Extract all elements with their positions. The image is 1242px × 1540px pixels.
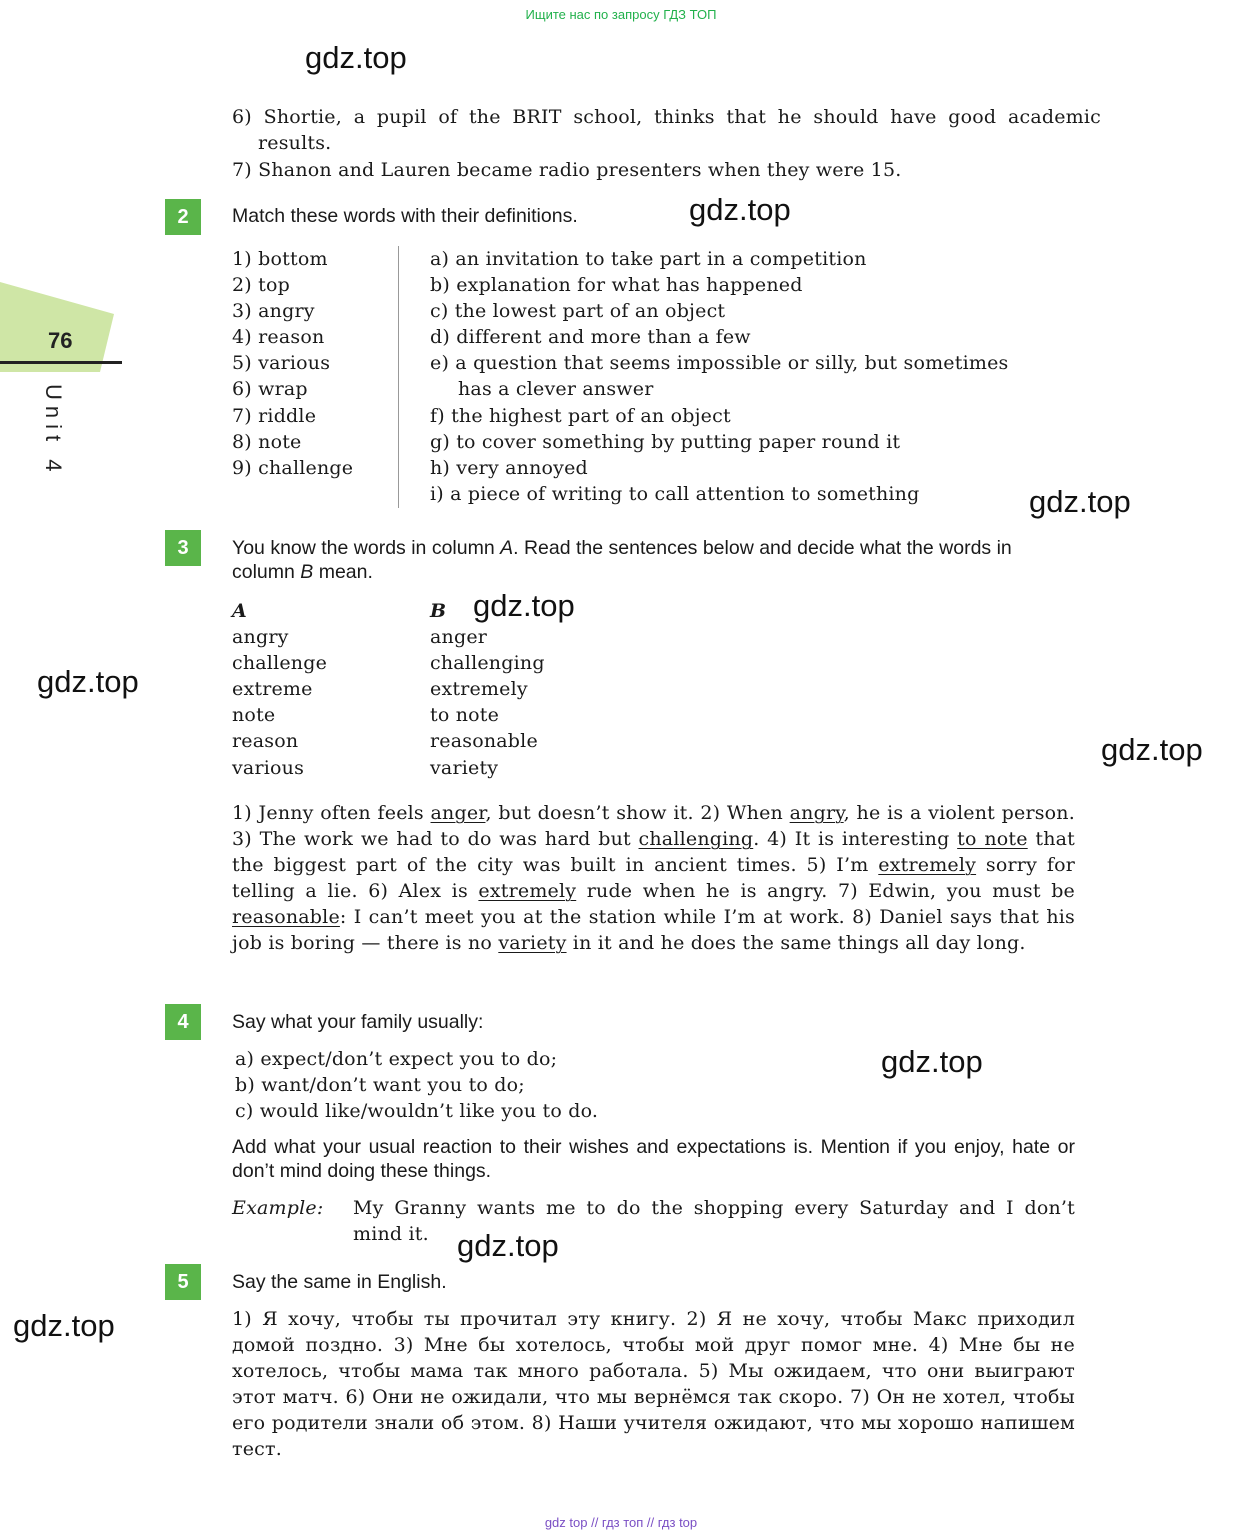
header-note: Ищите нас по запросу ГДЗ ТОП <box>525 7 717 22</box>
ex4-add-instruction: Add what your usual reaction to their wishes and expectations is. Mention if you enjoy, hate or don’t mind doing these things. <box>232 1136 1075 1182</box>
ex3-column-a <box>232 598 327 781</box>
list-item: reason <box>232 730 299 753</box>
list-item: c) would like/wouldn’t like you to do. <box>235 1100 599 1123</box>
watermark: gdz.top <box>305 40 407 75</box>
watermark: gdz.top <box>457 1228 559 1263</box>
list-item: 9) challenge <box>232 456 354 479</box>
list-item: challenge <box>232 652 328 675</box>
watermark: gdz.top <box>13 1308 115 1343</box>
column-divider <box>398 246 399 508</box>
list-item: 3) angry <box>232 300 315 323</box>
list-item: 1) bottom <box>232 248 328 270</box>
side-tab-shape <box>0 282 120 372</box>
list-item: note <box>232 704 276 727</box>
list-item: to note <box>430 704 500 727</box>
list-item: a) expect/don’t expect you to do; <box>235 1048 558 1070</box>
list-item: 6) wrap <box>232 378 308 401</box>
ex2-word-list <box>232 246 353 481</box>
list-item: b) want/don’t want you to do; <box>235 1074 525 1097</box>
list-item: has a clever answer <box>458 378 654 401</box>
list-item: extreme <box>232 678 313 701</box>
list-item: reasonable <box>430 730 538 753</box>
exercise-number: 2 <box>165 199 201 235</box>
list-item: 4) reason <box>232 326 325 349</box>
list-item: 8) note <box>232 430 302 453</box>
list-item: e) a question that seems impossible or silly, but sometimes <box>430 352 1009 375</box>
ex1-item-7: 7) Shanon and Lauren became radio presenters when they were 15. <box>232 159 902 181</box>
list-item: 7) riddle <box>232 404 317 427</box>
list-item: i) a piece of writing to call attention to something <box>430 482 920 505</box>
column-header: A <box>232 600 247 622</box>
watermark: gdz.top <box>1029 484 1131 519</box>
list-item: a) an invitation to take part in a competition <box>430 248 867 270</box>
list-item: various <box>232 756 305 779</box>
example-text: My Granny wants me to do the shopping every Saturday and I don’t mind it. <box>353 1197 1075 1245</box>
watermark: gdz.top <box>37 664 139 699</box>
ex5-paragraph: 1) Я хочу, чтобы ты прочитал эту книгу. 2) Я не хочу, чтобы Макс приходил домой поздно. 3) Мне бы хотелось, чтобы мой друг помог мне. 4) Мне бы не хотелось, чтобы мама так много работала. 5) Мы ожидаем, что они выиграют этот матч. 6) Они не ожидали, что мы вернёмся так скоро. 7) Он не хотел, чтобы его родители знали об этом. 8) Наши учителя ожидают, что мы хорошо напишем тест. <box>232 1308 1075 1460</box>
list-item: extremely <box>430 678 528 701</box>
page-number: 76 <box>48 328 73 353</box>
exercise-number: 4 <box>165 1004 201 1040</box>
example-label: Example: <box>232 1197 324 1219</box>
unit-label: Unit 4 <box>41 384 66 478</box>
list-item: g) to cover something by putting paper round it <box>430 430 901 453</box>
exercise-instruction: Match these words with their definitions. <box>232 205 578 227</box>
list-item: c) the lowest part of an object <box>430 300 726 323</box>
watermark: gdz.top <box>473 588 575 623</box>
list-item: angry <box>232 626 289 649</box>
side-divider <box>0 361 122 364</box>
list-item: 2) top <box>232 274 290 297</box>
list-item: variety <box>430 756 499 779</box>
list-item: f) the highest part of an object <box>430 404 731 427</box>
watermark: gdz.top <box>1101 732 1203 767</box>
list-item: challenging <box>430 652 545 675</box>
list-item: 5) various <box>232 352 331 375</box>
exercise-number: 3 <box>165 530 201 566</box>
exercise-instruction: Say the same in English. <box>232 1271 447 1293</box>
column-header: B <box>430 600 447 622</box>
exercise-instruction: You know the words in column A. Read the sentences below and decide what the words in column B mean. <box>232 537 1012 583</box>
ex4-items <box>235 1046 598 1124</box>
ex3-column-b <box>430 598 545 781</box>
list-item: b) explanation for what has happened <box>430 274 803 297</box>
footer-note: gdz top // гдз топ // гдз top <box>544 1515 698 1530</box>
ex2-definition-list <box>430 246 1008 507</box>
watermark: gdz.top <box>689 192 791 227</box>
list-item: d) different and more than a few <box>430 326 751 349</box>
ex3-paragraph: 1) Jenny often feels anger, but doesn’t show it. 2) When angry, he is a violent person. 3) The work we had to do was hard but challenging. 4) It is interesting to note that the biggest part of the city was built in ancient times. 5) I’m extremely sorry for telling a lie. 6) Alex is extremely rude when he is angry. 7) Edwin, you must be reasonable: I can’t meet you at the station while I’m at work. 8) Daniel says that his job is boring — there is no variety in it and he does the same things all day long. <box>232 802 1076 954</box>
ex1-item-6: 6) Shortie, a pupil of the BRIT school, thinks that he should have good academic results. <box>232 106 1101 154</box>
list-item: h) very annoyed <box>430 456 588 479</box>
list-item: anger <box>430 626 488 649</box>
exercise-number: 5 <box>165 1264 201 1300</box>
watermark: gdz.top <box>881 1044 983 1079</box>
exercise-instruction: Say what your family usually: <box>232 1011 484 1033</box>
